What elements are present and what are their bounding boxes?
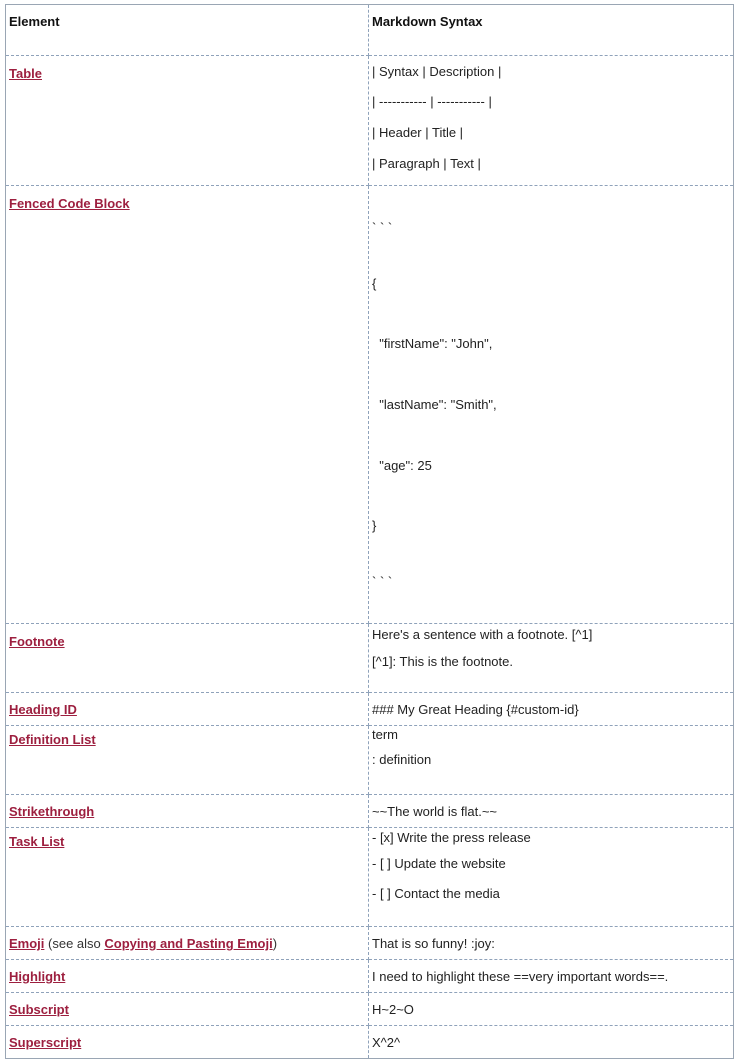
syntax-line: : definition — [372, 751, 432, 767]
table-row — [6, 725, 734, 794]
table-row — [6, 827, 734, 926]
table-row — [6, 186, 734, 624]
table-row — [6, 794, 734, 827]
emoji-link[interactable]: Emoji — [9, 935, 45, 951]
syntax-cell — [369, 827, 734, 926]
copying-pasting-emoji-link[interactable]: Copying and Pasting Emoji — [104, 935, 273, 951]
heading-id-link[interactable]: Heading ID — [9, 701, 77, 717]
highlight-link[interactable]: Highlight — [9, 968, 66, 984]
footnote-link[interactable]: Footnote — [9, 633, 65, 649]
superscript-link[interactable]: Superscript — [9, 1034, 82, 1050]
syntax-line: } — [372, 518, 377, 534]
task-list-link[interactable]: Task List — [9, 833, 65, 849]
syntax-line: - [ ] Update the website — [372, 855, 506, 871]
syntax-cell: That is so funny! :joy: — [369, 926, 734, 959]
see-also-note: (see also — [44, 935, 105, 951]
syntax-line: | ----------- | ----------- | — [372, 94, 492, 110]
definition-list-link[interactable]: Definition List — [9, 731, 96, 747]
table-row — [6, 926, 734, 959]
syntax-cell — [369, 186, 734, 624]
syntax-cell: X^2^ — [369, 1025, 734, 1058]
element-header: Element — [6, 5, 369, 56]
syntax-line: | Header | Title | — [372, 124, 464, 140]
table-row — [6, 692, 734, 725]
syntax-cell: ~~The world is flat.~~ — [369, 794, 734, 827]
syntax-line: | Syntax | Description | — [372, 63, 502, 79]
syntax-cell — [369, 56, 734, 186]
table-row — [6, 1025, 734, 1058]
table-row — [6, 623, 734, 692]
syntax-cell — [369, 725, 734, 794]
subscript-link[interactable]: Subscript — [9, 1001, 69, 1017]
table-row — [6, 56, 734, 186]
syntax-line: ` ` ` — [372, 219, 393, 235]
syntax-line: { — [372, 275, 377, 291]
syntax-line: - [ ] Contact the media — [372, 886, 500, 902]
table-link[interactable]: Table — [9, 66, 42, 81]
syntax-line: ` ` ` — [372, 574, 393, 590]
table-row — [6, 992, 734, 1025]
strikethrough-link[interactable]: Strikethrough — [9, 803, 95, 819]
see-also-close: ) — [272, 935, 278, 951]
syntax-line: [^1]: This is the footnote. — [372, 653, 513, 669]
syntax-line: - [x] Write the press release — [372, 830, 531, 846]
syntax-line: term — [372, 727, 398, 743]
syntax-line: Here's a sentence with a footnote. [^1] — [372, 627, 593, 643]
syntax-line: "age": 25 — [372, 457, 432, 473]
fenced-code-block-link[interactable]: Fenced Code Block — [9, 196, 130, 211]
syntax-cell: I need to highlight these ==very important words==. — [369, 959, 734, 992]
syntax-cell: ### My Great Heading {#custom-id} — [369, 692, 734, 725]
header-row — [6, 5, 734, 56]
syntax-line: | Paragraph | Text | — [372, 155, 481, 171]
syntax-cell — [369, 623, 734, 692]
syntax-line: "lastName": "Smith", — [372, 396, 497, 412]
syntax-header: Markdown Syntax — [369, 5, 734, 56]
syntax-line: "firstName": "John", — [372, 336, 493, 352]
markdown-syntax-table — [5, 4, 734, 1059]
syntax-cell: H~2~O — [369, 992, 734, 1025]
table-row — [6, 959, 734, 992]
